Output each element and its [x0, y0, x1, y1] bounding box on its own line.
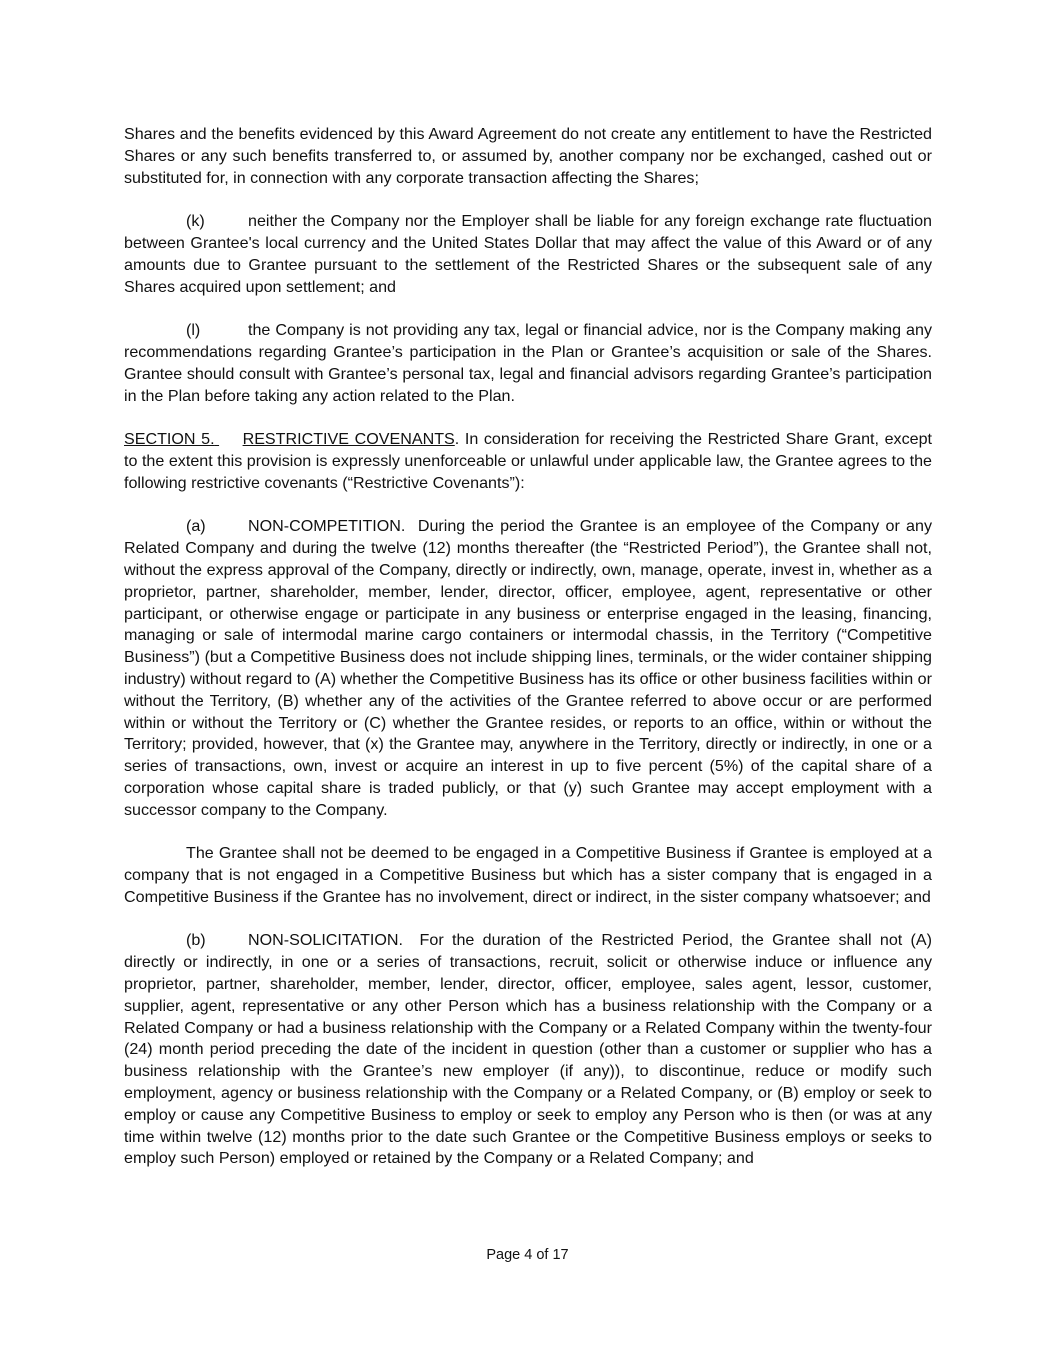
section-5-gap — [215, 429, 243, 451]
section-5-number: SECTION 5. — [124, 430, 215, 449]
page-number-footer: Page 4 of 17 — [486, 1247, 569, 1263]
item-label-l: (l) — [186, 321, 201, 340]
item-heading-a: NON-COMPETITION. — [248, 517, 406, 536]
item-label-a: (a) — [186, 517, 206, 536]
item-label-k: (k) — [186, 212, 205, 231]
item-label-b: (b) — [186, 931, 206, 950]
list-item-l — [124, 320, 932, 407]
list-item-k — [124, 211, 932, 298]
item-text-l: the Company is not providing any tax, legal or financial advice, nor is the Company making any recommendations regarding Grantee’s participation in the Plan or Grantee’s acquisition or sale of the Shares. Grantee should consult with Grantee’s personal tax, legal and financial advisors regarding Grantee’s participation in the Plan before taking any action related to the Plan. — [124, 321, 932, 405]
paragraph-sister-company: The Grantee shall not be deemed to be engaged in a Competitive Business if Grantee is employed at a company that is not engaged in a Competitive Business but which has a sister company that is engaged in a Competitive Business if the Grantee has no involvement, direct or indirect, in the sister company whatsoever; and — [124, 844, 932, 906]
item-heading-b: NON-SOLICITATION. — [248, 931, 403, 950]
list-item-a — [124, 516, 932, 821]
item-text-a: During the period the Grantee is an employee of the Company or any Related Company and during the twelve (12) months thereafter (the “Restricted Period”), the Grantee shall not, without the express approval of the Company, directly or indirectly, own, manage, operate, invest in, whether as a proprietor, partner, shareholder, member, lender, director, officer, employee, agent, representative or other participant, or otherwise engage or participate in any business or enterprise engaged in the leasing, financing, managing or sale of intermodal marine cargo containers or intermodal chassis, in the Territory (“Competitive Business”) (but a Competitive Business does not include shipping lines, terminals, or the wider container shipping industry) without regard to (A) whether the Competitive Business has its office or other business facilities within or without the Territory, (B) whether any of the activities of the Grantee referred to above occur or are performed within or without the Territory or (C) whether the Grantee resides, or reports to an office, within or without the Territory; provided, however, that (x) the Grantee may, anywhere in the Territory, directly or indirectly, in one or a series of transactions, own, invest or acquire an interest in up to five percent (5%) of the capital share of a corporation whose capital share is traded publicly, or that (y) such Grantee may accept employment with a successor company to the Company. — [124, 517, 932, 819]
section-5-text: . In consideration for receiving the Restricted Share Grant, except to the extent this provision is expressly unenforceable or unlawful under applicable law, the Grantee agrees to the following restrictive covenants (“Restrictive Covenants”): — [124, 430, 932, 492]
item-text-b: For the duration of the Restricted Period, the Grantee shall not (A) directly or indirectly, in one or a series of transactions, recruit, solicit or otherwise induce or influence any proprietor, partner, shareholder, member, lender, director, officer, employee, sales agent, lessor, customer, supplier, agent, representative or any other Person which has a business relationship with the Company or a Related Company or had a business relationship with the Company or a Related Company within the twenty-four (24) month period preceding the date of the incident in question (other than a customer or supplier who has a business relationship with the Grantee’s new employer (if any)), to discontinue, reduce or modify such employment, agency or business relationship with the Company or a Related Company, or (B) employ or seek to employ or cause any Competitive Business to employ or seek to employ any Person who is then (or was at any time within twelve (12) months prior to the date such Grantee or the Competitive Business employs or seeks to employ such Person) employed or retained by the Company or a Related Company; and — [124, 931, 932, 1168]
section-5-title: RESTRICTIVE COVENANTS — [242, 430, 455, 449]
item-text-k: neither the Company nor the Employer shall be liable for any foreign exchange rate fluctuation between Grantee's local currency and the United States Dollar that may affect the value of this Award or of any amounts due to Grantee pursuant to the settlement of the Restricted Shares or the subsequent sale of any Shares acquired upon settlement; and — [124, 212, 932, 296]
section-5-paragraph — [124, 429, 932, 494]
document-body — [124, 124, 932, 1192]
list-item-b — [124, 930, 932, 1170]
paragraph-continuation: Shares and the benefits evidenced by this Award Agreement do not create any entitlement to have the Restricted Shares or any such benefits transferred to, or assumed by, another company nor be exchanged, cashed out or substituted for, in connection with any corporate transaction affecting the Shares; — [124, 125, 932, 187]
